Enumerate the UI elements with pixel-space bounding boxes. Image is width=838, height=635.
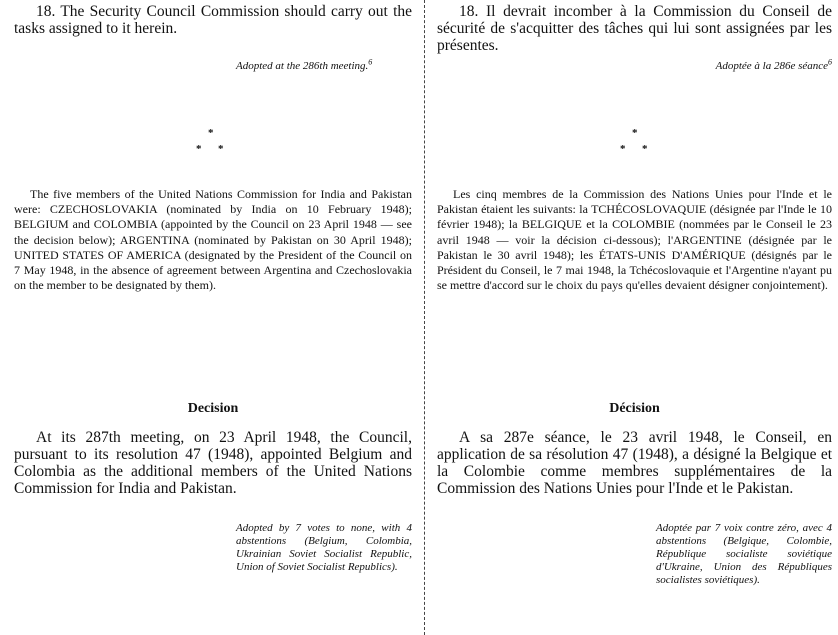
paragraph-18: 18. The Security Council Commission should carry out the tasks assigned to it herein.: [14, 3, 412, 37]
adoption-note-text: Adopted at the 286th meeting.: [236, 60, 369, 72]
column-divider: [424, 0, 425, 635]
footnote-marker: 6: [368, 57, 373, 67]
adoption-note-286: [656, 57, 832, 73]
vote-adoption-note: Adopted by 7 votes to none, with 4 abstentions (Belgium, Colombia, Ukrainian Soviet Socialist Republic, Union of Soviet Socialist Republics).: [236, 522, 412, 573]
footnote-marker: 6: [828, 57, 832, 67]
commission-members-note: Les cinq membres de la Commission des Nations Unies pour l'Inde et le Pakistan étaient les suivants: la TCHÉCOSLOVAQUIE (désignée par l'Inde le 10 février 1948); la BELGIQUE et la COLOMBIE (nommées par le Conseil le 23 avril 1948 — voir la décision ci-dessous); l'ARGENTINE (désignée par le Pakistan le 30 avril 1948); les ÉTATS-UNIS D'AMÉRIQUE (désignés par le Président du Conseil, le 7 mai 1948, la Tchécoslovaquie et l'Argentine n'ayant pu se mettre d'accord sur le choix du pays qu'elles devaient désigner conjointement).: [437, 187, 832, 293]
adoption-note-text: Adoptée à la 286e séance: [715, 60, 828, 72]
adoption-note-286: [236, 57, 412, 73]
decision-text: At its 287th meeting, on 23 April 1948, the Council, pursuant to its resolution 47 (1948), appointed Belgium and Colombia as the additional members of the United Nations Commission for India and Pakistan.: [14, 429, 412, 497]
commission-members-note: The five members of the United Nations Commission for India and Pakistan were: CZECHOSLOVAKIA (nominated by India on 10 February 1948); BELGIUM and COLOMBIA (appointed by the Council on 23 April 1948 — see the decision below); ARGENTINA (nominated by Pakistan on 30 April 1948); UNITED STATES OF AMERICA (designated by the President of the Council on 7 May 1948, in the absence of agreement between Argentina and Czechoslovakia on the member to be designated by them).: [14, 187, 412, 293]
vote-adoption-note: Adoptée par 7 voix contre zéro, avec 4 abstentions (Belgique, Colombie, République socialiste soviétique d'Ukraine, Union des Républiques socialistes soviétiques).: [656, 522, 832, 586]
asterisk-separator: * * *: [196, 127, 224, 155]
paragraph-18: 18. Il devrait incomber à la Commission du Conseil de sécurité de s'acquitter des tâches qui lui sont assignées par les présentes.: [437, 3, 832, 54]
decision-heading: Décision: [609, 401, 660, 416]
asterisk-separator: * * *: [620, 127, 648, 155]
decision-text: A sa 287e séance, le 23 avril 1948, le Conseil, en application de sa résolution 47 (1948), a désigné la Belgique et la Colombie comme membres supplémentaires de la Commission des Nations Unies pour l'Inde et le Pakistan.: [437, 429, 832, 497]
decision-heading: Decision: [187, 401, 239, 416]
